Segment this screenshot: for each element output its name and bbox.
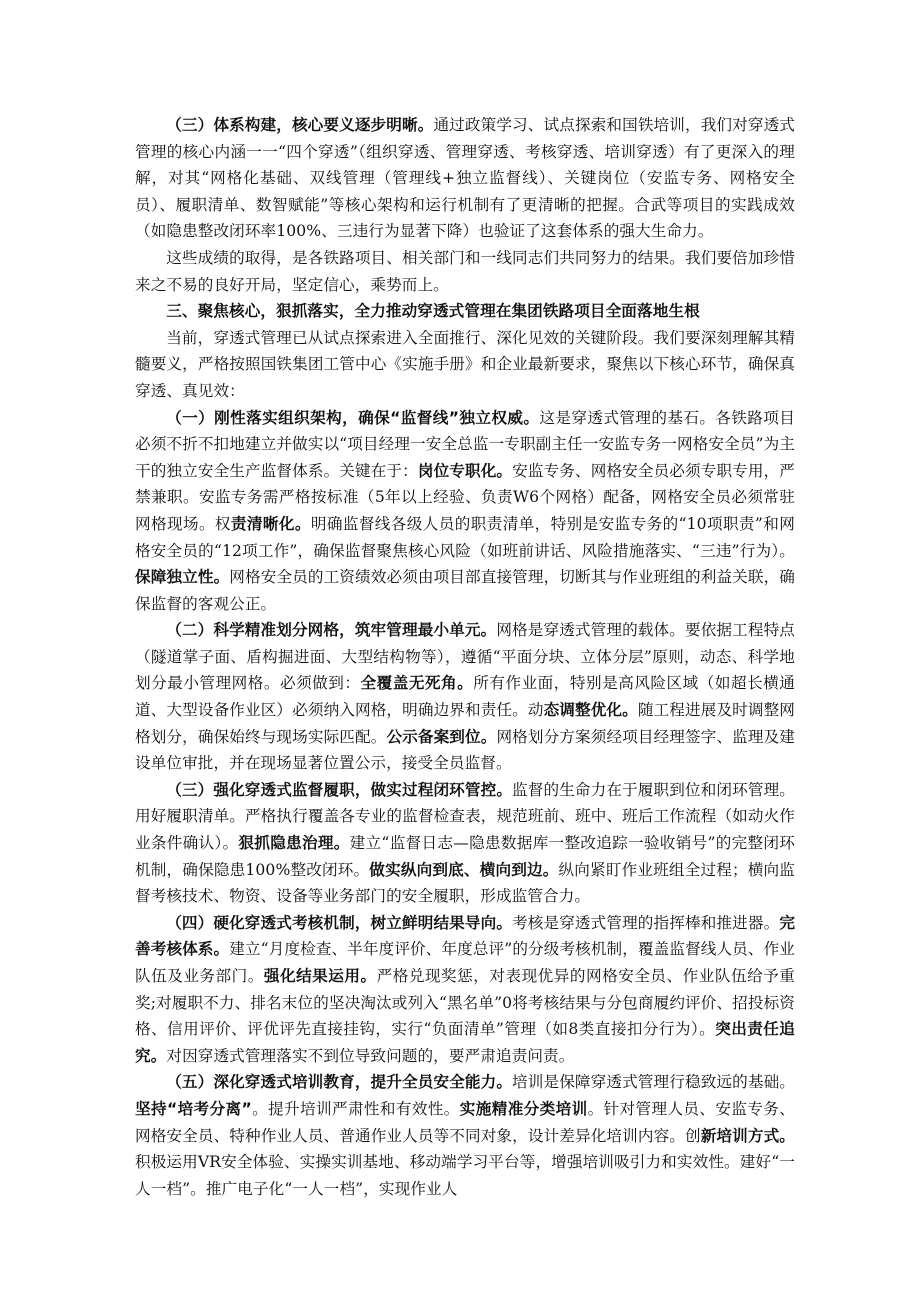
body-paragraph	[135, 1069, 795, 1202]
text-run: 。提升培训严肃性和有效性。	[251, 1099, 460, 1118]
body-paragraph	[135, 617, 795, 777]
body-paragraph	[135, 777, 795, 910]
document-body	[135, 112, 795, 1202]
text-run: 这是穿透式管理的基石。各铁路项目必须不折不扣地建立并做实以“项目经理一安全总监一专职副主任一安监专务一网格安全员”为主干的独立安全生产监督体系。关键在于：	[135, 408, 795, 480]
bold-phrase: 全覆盖无死角。	[360, 674, 474, 693]
bold-phrase: 实施精准分类培训	[459, 1099, 588, 1118]
bold-phrase: 态调整优化。	[543, 701, 638, 720]
text-run: 建立“月度检查、半年度评价、年度总评”的分级考核机制，覆盖监督线人员、作业队伍及业务部门。	[135, 940, 795, 985]
body-paragraph	[135, 245, 795, 298]
bold-phrase: （三）强化穿透式监督履职，做实过程闭环管控。	[166, 780, 513, 799]
text-run: 所有作业面，特别是高风险区域（如超长横通道、大型设备作业区）必须纳入网格，明确边界和责任。动	[135, 674, 795, 720]
bold-phrase: 突出责任追究。	[135, 1020, 795, 1065]
text-run: 当前，穿透式管理已从试点探索进入全面推行、深化见效的关键阶段。我们要深刻理解其精髓要义，严格按照国铁集团工管中心《实施手册》和企业最新要求，聚焦以下核心环节，确保真穿透、真见效：	[135, 328, 795, 400]
text-run: 。针对管理人员、安监专务、网格安全员、特种作业人员、普通作业人员等不同对象，设计差异化培训内容。创	[135, 1099, 795, 1145]
text-run: 严格兑现奖惩，对表现优异的网格安全员、作业队伍给予重奖;对履职不力、排名末位的坚决淘汰或列入“黑名单”0将考核结果与分包商履约评价、招投标资格、信用评价、评优评先直接挂钩，实行“负面清单”管理（如8类直接扣分行为）。	[135, 967, 795, 1039]
bold-phrase: （四）硬化穿透式考核机制，树立鲜明结果导向。	[166, 913, 513, 932]
bold-phrase: 完善考核体系。	[135, 913, 796, 959]
bold-phrase: 公示备案到位。	[386, 727, 497, 746]
body-paragraph	[135, 910, 795, 1070]
bold-phrase: 责清晰化。	[230, 514, 311, 533]
text-run: 监督的生命力在于履职到位和闭环管理。用好履职清单。严格执行覆盖各专业的监督检查表，规范班前、班中、班后工作流程（如动火作业条件确认）。	[135, 780, 795, 853]
text-run: 网格是穿透式管理的载体。要依据工程特点（隧道掌子面、盾构掘进面、大型结构物等），遵循“平面分块、立体分层”原则，动态、科学地划分最小管理网格。必须做到：	[135, 621, 795, 693]
bold-phrase: （一）刚性落实组织架构，确保“监督线”独立权威。	[166, 408, 540, 427]
bold-phrase: 新培训方式。	[700, 1126, 795, 1145]
text-run: 对因穿透式管理落实不到位导致问题的，要严肃追责问责。	[166, 1046, 575, 1065]
text-run: 网格安全员的工资绩效必须由项目部直接管理，切断其与作业班组的利益关联，确保监督的客观公正。	[135, 568, 795, 613]
bold-phrase: （五）深化穿透式培训教育，提升全员安全能力。	[166, 1073, 513, 1092]
text-run: 纵向紧盯作业班组全过程；横向监督考核技术、物资、设备等业务部门的安全履职，形成监管合力。	[135, 860, 795, 906]
text-run: 安监专务、网格安全员必须专职专用，严禁兼职。安监专务需严格按标准（5年以上经验、负责W6个网格）配备，网格安全员必须常驻网格现场。权	[135, 461, 795, 533]
text-run: 这些成绩的取得，是各铁路项目、相关部门和一线同志们共同努力的结果。我们要倍加珍惜来之不易的良好开局，坚定信心，乘势而上。	[135, 248, 795, 294]
bold-phrase: （二）科学精准划分网格，筑牢管理最小单元。	[166, 621, 497, 640]
text-run: 通过政策学习、试点探索和国铁培训，我们对穿透式管理的核心内涵一一“四个穿透”（组织穿透、管理穿透、考核穿透、培训穿透）有了更深入的理解，对其“网格化基础、双线管理（管理线+独立监督线）、关键岗位（安监专务、网格安全员）、履职清单、数智赋能”等核心架构和运行机制有了更清晰的把握。合武等项目的实践成效（如隐患整改闭环率100%、三违行为显著下降）也验证了这套体系的强大生命力。	[135, 116, 796, 241]
body-paragraph	[135, 405, 795, 618]
bold-phrase: 坚持“培考分离”	[135, 1099, 252, 1118]
text-run: 网格划分方案须经项目经理签字、监理及建设单位审批，并在现场显著位置公示，接受全员监督。	[135, 727, 796, 773]
body-paragraph	[135, 112, 795, 245]
section-heading	[135, 298, 795, 325]
text-run: 建立“监督日志—隐患数据库一整改追踪一验收销号”的完整闭环机制，确保隐患100%整改闭环。	[135, 834, 795, 879]
bold-phrase: 狠抓隐患治理。	[238, 834, 350, 853]
text-run: 随工程进展及时调整网格划分，确保始终与现场实际匹配。	[135, 701, 795, 746]
bold-phrase: 强化结果运用。	[263, 967, 377, 985]
text-run: 培训是保障穿透式管理行稳致远的基础。	[512, 1073, 795, 1092]
bold-phrase: （三）体系构建，核心要义逐步明晰。	[166, 116, 434, 134]
text-run: 明确监督线各级人员的职责清单，特别是安监专务的“10项职责”和网格安全员的“12项工作”，确保监督聚焦核心风险（如班前讲话、风险措施落实、“三违”行为）。	[135, 514, 795, 560]
body-paragraph	[135, 325, 795, 405]
text-run: 考核是穿透式管理的指挥棒和推进器。	[512, 913, 780, 932]
bold-phrase: 岗位专职化。	[417, 461, 513, 480]
bold-phrase: 保障独立性。	[135, 568, 230, 587]
bold-phrase: 三、聚焦核心，狠抓落实，全力推动穿透式管理在集团铁路项目全面落地生根	[166, 302, 700, 321]
text-run: 积极运用VR安全体验、实操实训基地、移动端学习平台等，增强培训吸引力和实效性。建好“一人一档”。推广电子化“一人一档”，实现作业人	[135, 1153, 795, 1198]
bold-phrase: 做实纵向到底、横向到边。	[369, 860, 559, 879]
